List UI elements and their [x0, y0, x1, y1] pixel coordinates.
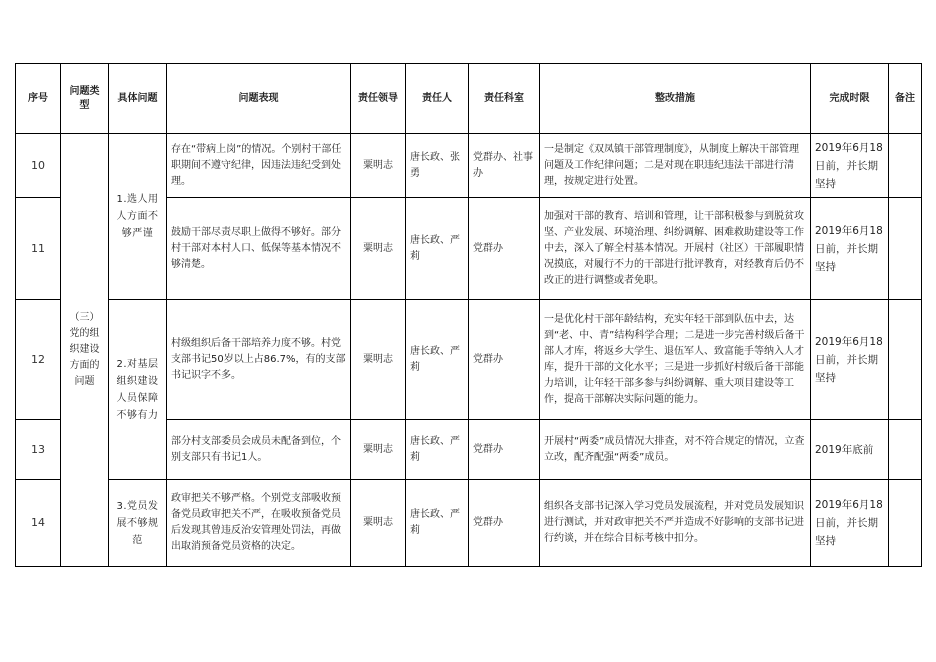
row-manifest: 政审把关不够严格。个别党支部吸收预备党员政审把关不严，在吸收预备党员后发现其曾违反治安管理处罚法，再做出取消预备党员资格的决定。: [167, 480, 351, 567]
row-deadline: 2019年6月18日前，并长期坚持: [811, 300, 889, 420]
header-office: 责任科室: [469, 64, 540, 134]
row-seq: 14: [16, 480, 61, 567]
row-office: 党群办、社事办: [469, 134, 540, 198]
row-manifest: 村级组织后备干部培养力度不够。村党支部书记50岁以上占86.7%，有的支部书记识字不多。: [167, 300, 351, 420]
row-measures: 一是制定《双凤镇干部管理制度》，从制度上解决干部管理问题及工作纪律问题；二是对现在职违纪违法干部进行清理，按规定进行处置。: [540, 134, 811, 198]
header-measures: 整改措施: [540, 64, 811, 134]
header-remark: 备注: [889, 64, 922, 134]
row-measures: 一是优化村干部年龄结构，充实年轻干部到队伍中去，达到“老、中、青”结构科学合理；二是进一步完善村级后备干部人才库，将返乡大学生、退伍军人、致富能手等纳入人才库，提升干部的文化水平；三是进一步抓好村级后备干部能力培训，让年轻干部多参与纠纷调解、重大项目建设等工作，提高干部解决实际问题的能力。: [540, 300, 811, 420]
row-measures: 组织各支部书记深入学习党员发展流程，并对党员发展知识进行测试，并对政审把关不严并造成不好影响的支部书记进行约谈，并在综合目标考核中扣分。: [540, 480, 811, 567]
row-office: 党群办: [469, 198, 540, 300]
subcategory-3: 3.党员发展不够规范: [109, 480, 167, 567]
header-person: 责任人: [406, 64, 469, 134]
row-seq: 10: [16, 134, 61, 198]
header-seq: 序号: [16, 64, 61, 134]
subcategory-1: 1.选人用人方面不够严谨: [109, 134, 167, 300]
row-person: 唐长政、严莉: [406, 198, 469, 300]
row-person: 唐长政、严莉: [406, 300, 469, 420]
header-deadline: 完成时限: [811, 64, 889, 134]
header-leader: 责任领导: [351, 64, 406, 134]
row-office: 党群办: [469, 480, 540, 567]
header-manifest: 问题表现: [167, 64, 351, 134]
row-person: 唐长政、严莉: [406, 420, 469, 480]
row-seq: 12: [16, 300, 61, 420]
header-row: [16, 64, 922, 134]
row-deadline: 2019年6月18日前，并长期坚持: [811, 198, 889, 300]
subcategory-2: 2.对基层组织建设人员保障不够有力: [109, 300, 167, 480]
row-remark: [889, 198, 922, 300]
row-deadline: 2019年底前: [811, 420, 889, 480]
row-measures: 加强对干部的教育、培训和管理，让干部积极参与到脱贫攻坚、产业发展、环境治理、纠纷调解、困难救助建设等工作中去，深入了解全村基本情况。开展村（社区）干部履职情况摸底，对履行不力的干部进行批评教育，对经教育后仍不改正的进行调整或者免职。: [540, 198, 811, 300]
table-row: [16, 480, 922, 567]
row-remark: [889, 300, 922, 420]
row-manifest: 部分村支部委员会成员未配备到位，个别支部只有书记1人。: [167, 420, 351, 480]
row-person: 唐长政、张勇: [406, 134, 469, 198]
row-person: 唐长政、严莉: [406, 480, 469, 567]
row-leader: 粟明志: [351, 134, 406, 198]
problem-category: （三）党的组织建设方面的问题: [61, 134, 109, 567]
row-office: 党群办: [469, 300, 540, 420]
table-row: [16, 300, 922, 420]
row-leader: 粟明志: [351, 300, 406, 420]
table-row: [16, 134, 922, 198]
row-office: 党群办: [469, 420, 540, 480]
row-manifest: 鼓励干部尽责尽职上做得不够好。部分村干部对本村人口、低保等基本情况不够清楚。: [167, 198, 351, 300]
row-seq: 11: [16, 198, 61, 300]
row-leader: 粟明志: [351, 198, 406, 300]
row-leader: 粟明志: [351, 420, 406, 480]
row-deadline: 2019年6月18日前，并长期坚持: [811, 134, 889, 198]
row-deadline: 2019年6月18日前，并长期坚持: [811, 480, 889, 567]
row-seq: 13: [16, 420, 61, 480]
header-specific: 具体问题: [109, 64, 167, 134]
header-type: 问题类型: [61, 64, 109, 134]
row-remark: [889, 480, 922, 567]
rectification-table: [15, 63, 922, 567]
row-remark: [889, 420, 922, 480]
row-manifest: 存在“带病上岗”的情况。个别村干部任职期间不遵守纪律，因违法违纪受到处理。: [167, 134, 351, 198]
row-leader: 粟明志: [351, 480, 406, 567]
row-measures: 开展村“两委”成员情况大排查，对不符合规定的情况，立查立改，配齐配强“两委”成员。: [540, 420, 811, 480]
row-remark: [889, 134, 922, 198]
